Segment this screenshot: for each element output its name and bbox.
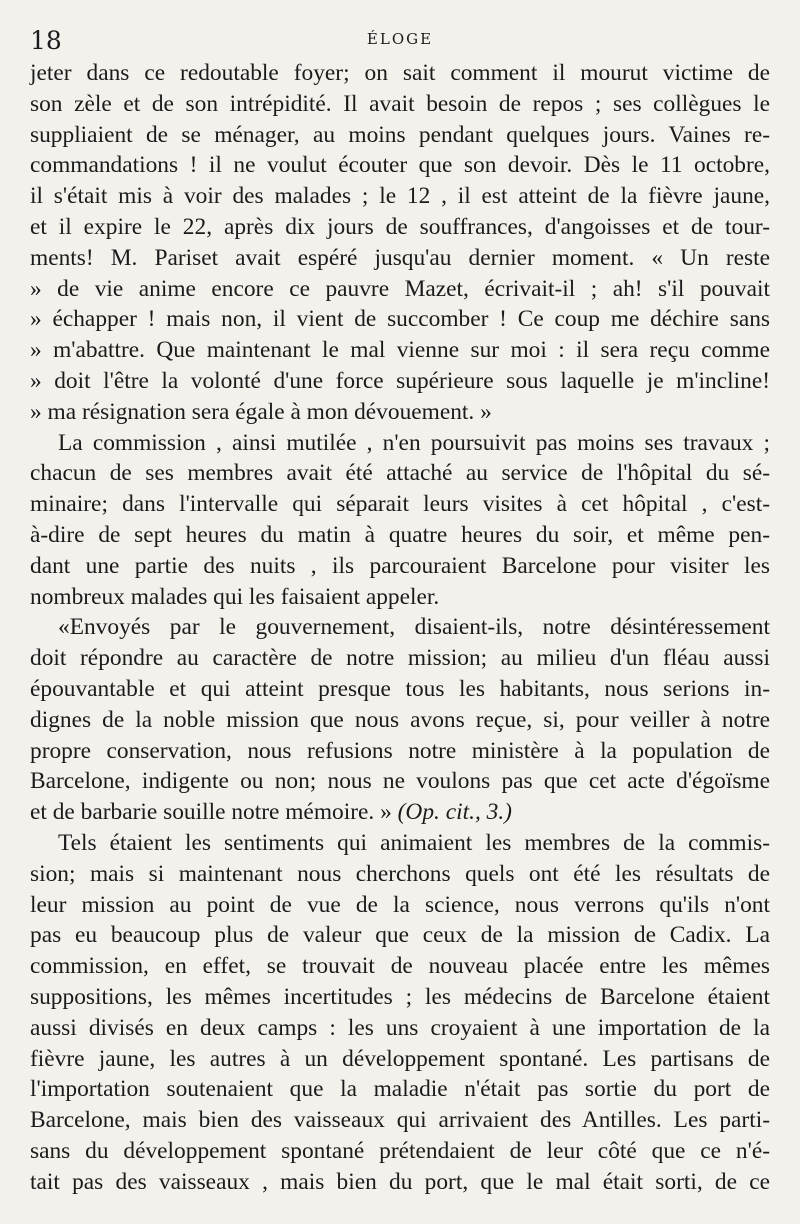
text-line: il s'était mis à voir des malades ; le 12 , il est atteint de la fièvre jaune, <box>30 183 770 210</box>
text-line: La commission , ainsi mutilée , n'en poursuivit pas moins ses travaux ; <box>58 429 770 456</box>
text-line: » échapper ! mais non, il vient de succomber ! Ce coup me déchire sans <box>30 306 770 333</box>
text-line: Tels étaient les sentiments qui animaient les membres de la commis- <box>58 829 770 856</box>
text-line: aussi divisés en deux camps : les uns croyaient à une importation de la <box>30 1014 770 1041</box>
text-line: nombreux malades qui les faisaient appeler. <box>30 583 440 610</box>
text-line: l'importation soutenaient que la maladie n'était pas sortie du port de <box>30 1076 770 1103</box>
text-line: «Envoyés par le gouvernement, disaient-ils, notre désintéressement <box>58 614 770 641</box>
paragraph-3-quote <box>30 612 770 828</box>
text-line: propre conservation, nous refusions notre ministère à la population de <box>30 737 770 764</box>
page-header <box>30 22 770 58</box>
text-line: Barcelone, mais bien des vaisseaux qui arrivaient des Antilles. Les parti- <box>30 1107 770 1134</box>
text-line <box>30 797 770 828</box>
text-line: à-dire de sept heures du matin à quatre heures du soir, et même pen- <box>30 521 770 548</box>
text-line: chacun de ses membres avait été attaché au service de l'hôpital du sé- <box>30 460 770 487</box>
text-line: leur mission au point de vue de la science, nous verrons qu'ils n'ont <box>30 891 770 918</box>
text-line: commission, en effet, se trouvait de nouveau placée entre les mêmes <box>30 953 770 980</box>
paragraph-1 <box>30 58 770 428</box>
text-line: et il expire le 22, après dix jours de souffrances, d'angoisses et de tour- <box>30 213 770 240</box>
paragraph-4 <box>30 828 770 1198</box>
text-line: son zèle et de son intrépidité. Il avait besoin de repos ; ses collègues le <box>30 90 770 117</box>
text-line: suppositions, les mêmes incertitudes ; les médecins de Barcelone étaient <box>30 983 770 1010</box>
running-title: ÉLOGE <box>366 30 434 48</box>
paragraph-2 <box>30 428 770 613</box>
text-line: dignes de la noble mission que nous avons reçue, si, pour veiller à notre <box>30 706 770 733</box>
text-line: commandations ! il ne voulut écouter que son devoir. Dès le 11 octobre, <box>30 152 770 179</box>
text-line: » ma résignation sera égale à mon dévouement. » <box>30 398 492 425</box>
text-line: ments! M. Pariset avait espéré jusqu'au dernier moment. « Un reste <box>30 244 770 271</box>
page-number: 18 <box>30 26 62 55</box>
citation: (Op. cit., 3.) <box>397 799 512 826</box>
text-line: » doit l'être la volonté d'une force supérieure sous laquelle je m'incline! <box>30 367 770 394</box>
text-line: pas eu beaucoup plus de valeur que ceux de la mission de Cadix. La <box>30 922 770 949</box>
text-line: doit répondre au caractère de notre mission; au milieu d'un fléau aussi <box>30 645 770 672</box>
text-line: » de vie anime encore ce pauvre Mazet, écrivait-il ; ah! s'il pouvait <box>30 275 770 302</box>
text-line: épouvantable et qui atteint presque tous les habitants, nous serions in- <box>30 675 770 702</box>
text-line: suppliaient de se ménager, au moins pendant quelques jours. Vaines re- <box>30 121 770 148</box>
text-line: minaire; dans l'intervalle qui séparait leurs visites à cet hôpital , c'est- <box>30 491 770 518</box>
text-line: Barcelone, indigente ou non; nous ne voulons pas que cet acte d'égoïsme <box>30 768 770 795</box>
quote-end-text: et de barbarie souille notre mémoire. » <box>30 799 392 826</box>
text-line: fièvre jaune, les autres à un développement spontané. Les partisans de <box>30 1045 770 1072</box>
text-line: dant une partie des nuits , ils parcouraient Barcelone pour visiter les <box>30 552 770 579</box>
page-body <box>30 58 770 1197</box>
text-line: sion; mais si maintenant nous cherchons quels ont été les résultats de <box>30 860 770 887</box>
text-line: tait pas des vaisseaux , mais bien du port, que le mal était sorti, de ce <box>30 1168 770 1195</box>
text-line: jeter dans ce redoutable foyer; on sait comment il mourut victime de <box>30 60 770 86</box>
text-line: » m'abattre. Que maintenant le mal vienne sur moi : il sera reçu comme <box>30 337 770 364</box>
text-line: sans du développement spontané prétendaient de leur côté que ce n'é- <box>30 1137 770 1164</box>
